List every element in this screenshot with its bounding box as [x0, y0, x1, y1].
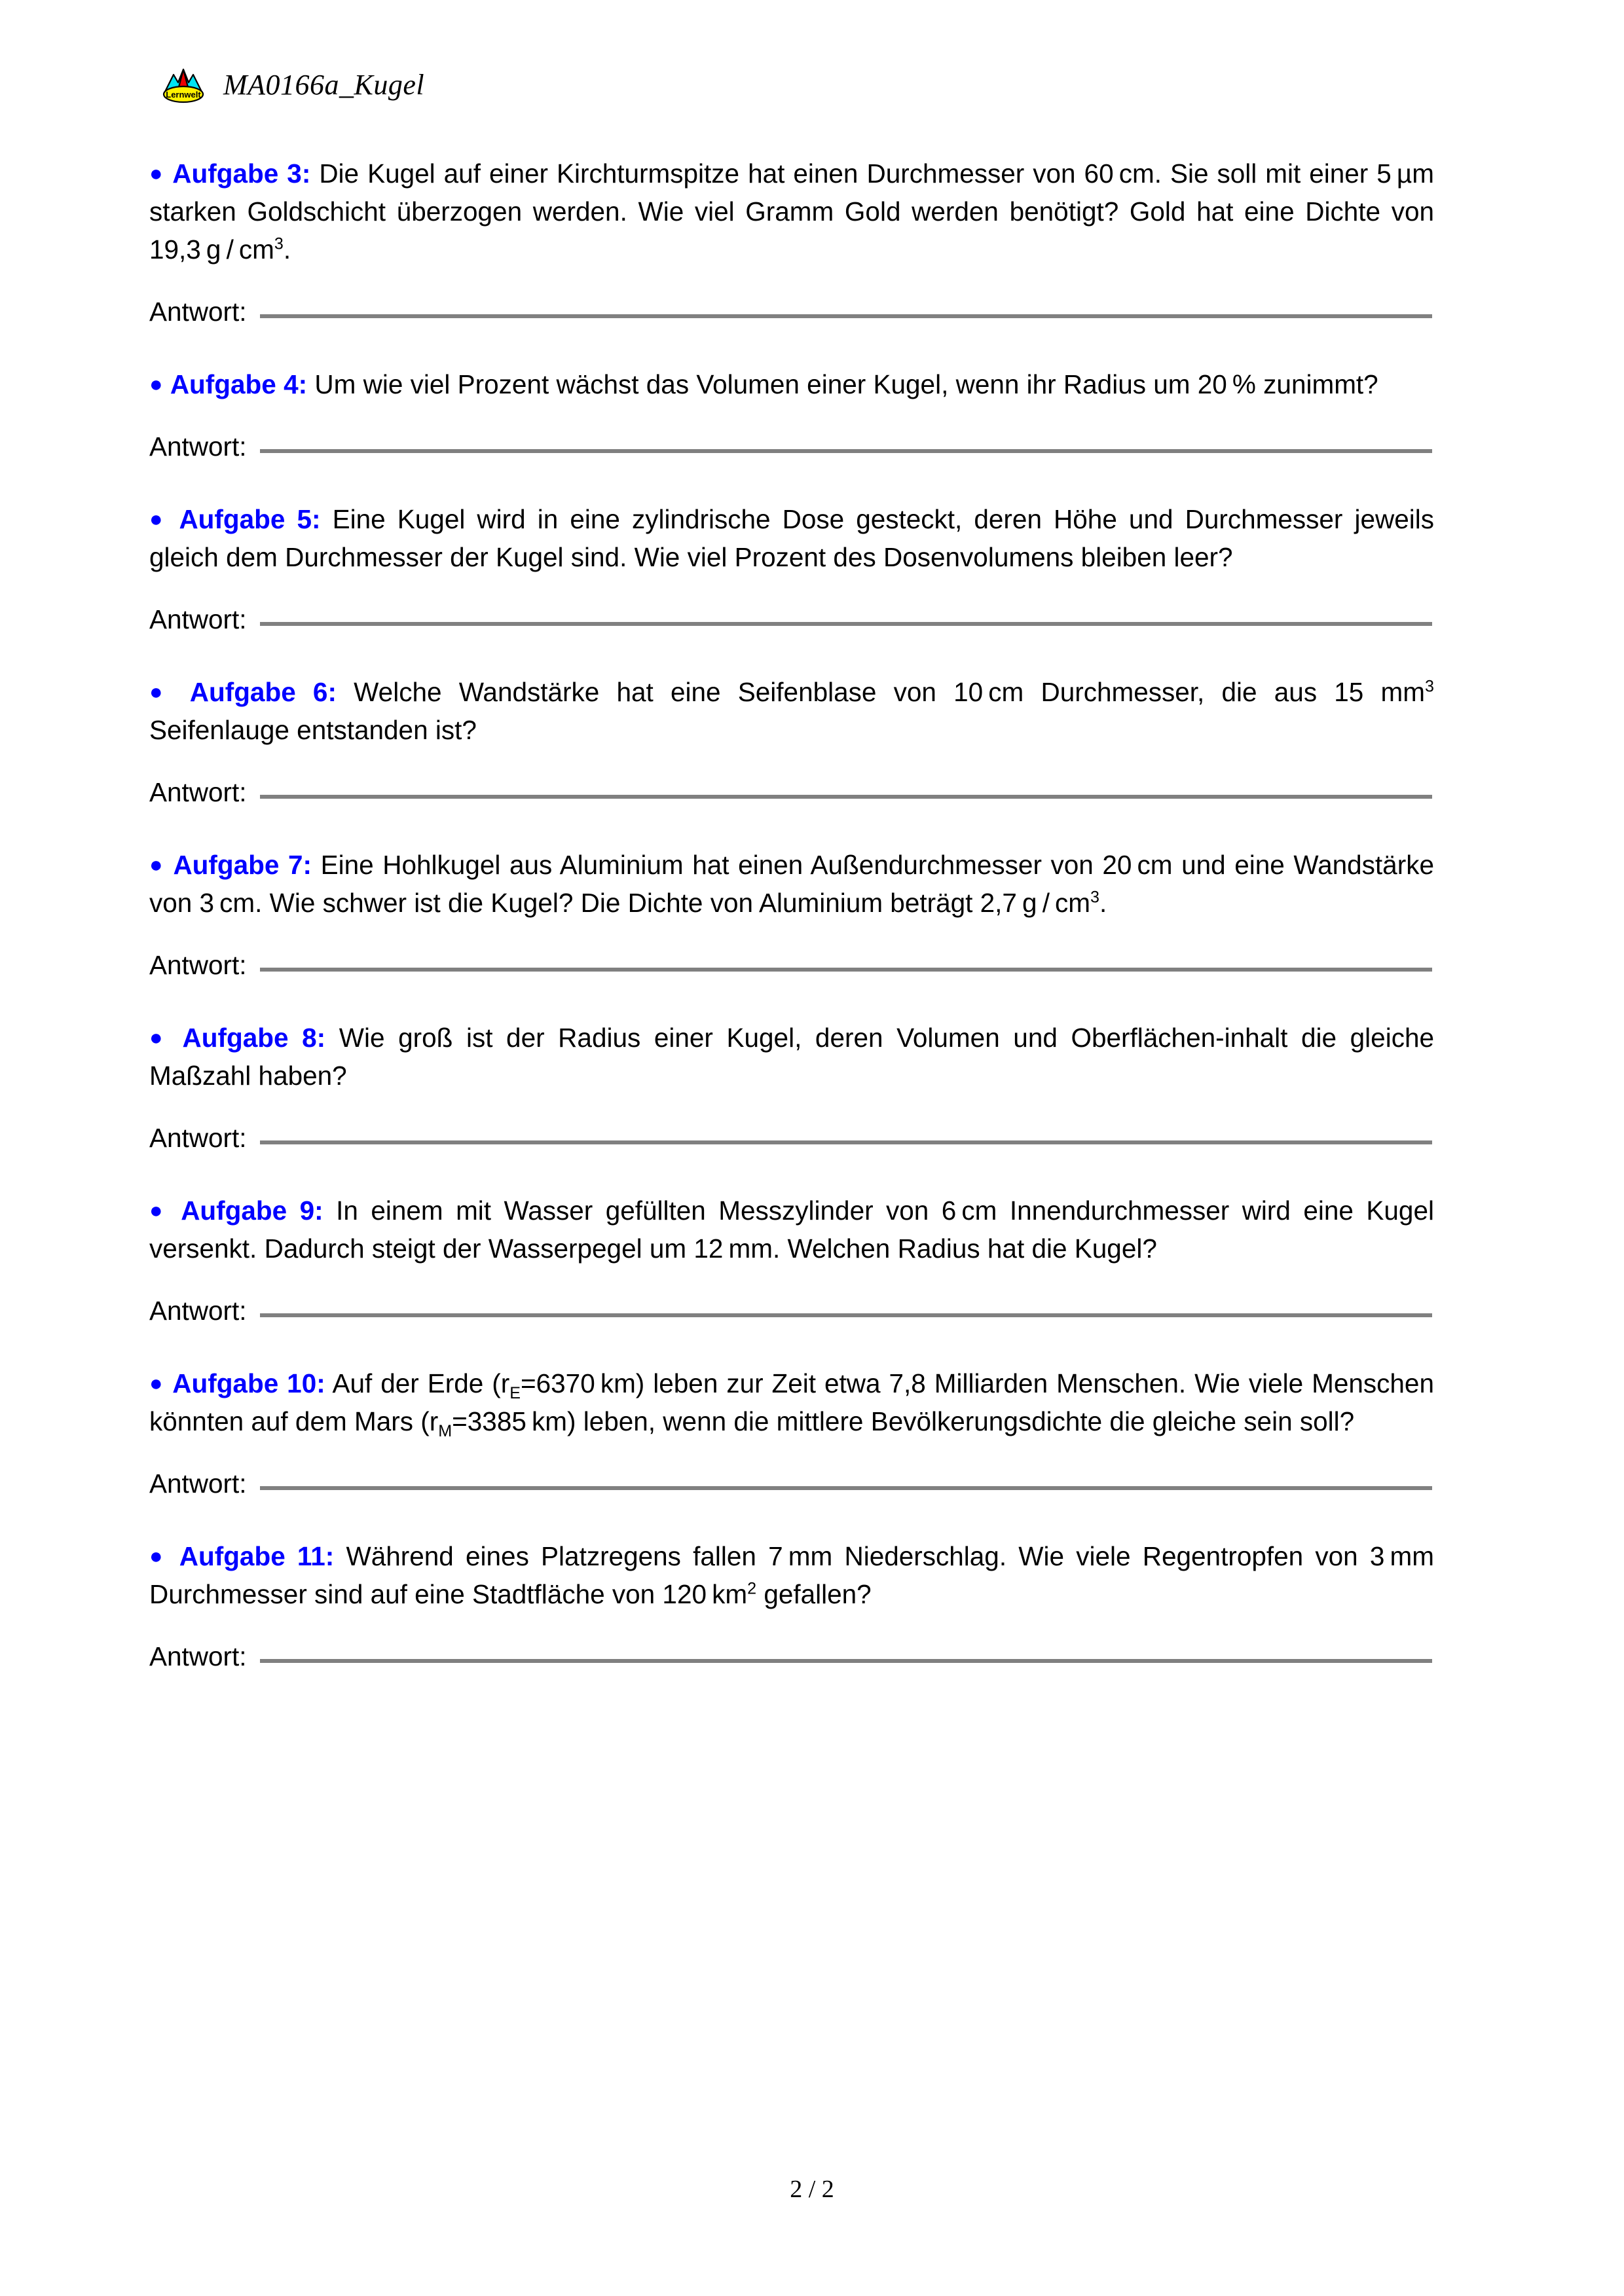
task-body: Welche Wandstärke hat eine Seifenblase von 10 cm Durchmesser, die aus 15 $mm^3$ Seifenlauge entstanden ist? — [149, 677, 1434, 745]
task-label: Aufgabe 4 — [170, 369, 299, 399]
task-label-colon: : — [298, 369, 308, 399]
document-title: MA0166a_Kugel — [223, 68, 425, 101]
task-text — [149, 155, 1434, 268]
page-number: 2 / 2 — [790, 2176, 834, 2203]
task-block — [149, 673, 1434, 808]
answer-row — [149, 431, 1434, 462]
task-text — [149, 1192, 1434, 1267]
task-label-colon: : — [316, 1368, 325, 1398]
bullet-icon: ● — [149, 507, 168, 532]
task-label-colon: : — [314, 1195, 323, 1226]
answer-input-line[interactable] — [260, 314, 1432, 318]
task-label: Aufgabe 6 — [189, 677, 328, 707]
task-label-colon: : — [325, 1541, 335, 1571]
answer-label: Antwort: — [149, 604, 247, 634]
page-header — [160, 65, 424, 103]
bullet-icon: ● — [149, 680, 173, 704]
task-list — [149, 155, 1434, 1710]
task-label-colon: : — [327, 677, 337, 707]
bullet-icon: ● — [149, 161, 164, 186]
answer-row — [149, 296, 1434, 327]
task-body: In einem mit Wasser gefüllten Messzylinder von 6 cm Innendurchmesser wird eine Kugel versenkt. Dadurch steigt der Wasserpegel um 12 mm. Welchen Radius hat die Kugel? — [149, 1195, 1434, 1264]
task-text — [149, 846, 1434, 922]
answer-row — [149, 949, 1434, 981]
task-text — [149, 365, 1434, 403]
lernwelt-logo-text: Lernwelt — [166, 90, 201, 100]
task-label: Aufgabe 10 — [172, 1368, 317, 1398]
answer-label: Antwort: — [149, 431, 247, 462]
task-label-colon: : — [316, 1023, 326, 1053]
answer-input-line[interactable] — [260, 1140, 1432, 1144]
task-block — [149, 500, 1434, 635]
bullet-icon: ● — [149, 372, 163, 397]
answer-label: Antwort: — [149, 950, 247, 980]
task-text — [149, 1019, 1434, 1095]
answer-row — [149, 1295, 1434, 1326]
bullet-icon: ● — [149, 1025, 169, 1050]
answer-row — [149, 1641, 1434, 1672]
task-text — [149, 1537, 1434, 1613]
task-body: Um wie viel Prozent wächst das Volumen einer Kugel, wenn ihr Radius um 20 % zunimmt? — [314, 369, 1378, 399]
answer-row — [149, 604, 1434, 635]
bullet-icon: ● — [149, 1544, 168, 1569]
answer-input-line[interactable] — [260, 1659, 1432, 1663]
page-footer — [0, 2175, 1624, 2204]
lernwelt-logo-icon — [160, 65, 206, 103]
answer-label: Antwort: — [149, 1296, 247, 1326]
task-body: Eine Kugel wird in eine zylindrische Dose gesteckt, deren Höhe und Durchmesser jeweils gleich dem Durchmesser der Kugel sind. Wie viel Prozent des Dosenvolumens bleiben leer? — [149, 504, 1434, 572]
answer-label: Antwort: — [149, 1123, 247, 1153]
answer-input-line[interactable] — [260, 622, 1432, 626]
task-label: Aufgabe 7 — [173, 850, 303, 880]
task-body: Wie groß ist der Radius einer Kugel, deren Volumen und Oberflächen-inhalt die gleiche Maßzahl haben? — [149, 1023, 1434, 1091]
bullet-icon: ● — [149, 1198, 168, 1223]
answer-label: Antwort: — [149, 777, 247, 807]
task-block — [149, 1364, 1434, 1499]
task-block — [149, 1019, 1434, 1154]
task-text — [149, 673, 1434, 749]
task-label: Aufgabe 5 — [179, 504, 312, 534]
task-block — [149, 365, 1434, 462]
task-label: Aufgabe 11 — [179, 1541, 325, 1571]
answer-input-line[interactable] — [260, 1486, 1432, 1490]
answer-input-line[interactable] — [260, 1313, 1432, 1317]
task-label: Aufgabe 9 — [181, 1195, 315, 1226]
task-body: Eine Hohlkugel aus Aluminium hat einen Außendurchmesser von 20 cm und eine Wandstärke von 3 cm. Wie schwer ist die Kugel? Die Dichte von Aluminium beträgt 2,7 g / $cm^3$. — [149, 850, 1434, 918]
task-block — [149, 1537, 1434, 1672]
task-label-colon: : — [301, 158, 311, 189]
answer-row — [149, 776, 1434, 808]
task-block — [149, 155, 1434, 327]
task-label: Aufgabe 3 — [172, 158, 302, 189]
answer-input-line[interactable] — [260, 795, 1432, 799]
task-text — [149, 500, 1434, 576]
answer-input-line[interactable] — [260, 449, 1432, 453]
task-label-colon: : — [303, 850, 312, 880]
answer-input-line[interactable] — [260, 968, 1432, 972]
task-block — [149, 1192, 1434, 1326]
answer-label: Antwort: — [149, 1468, 247, 1499]
task-body: Auf der Erde ($r_E=6370$ km) leben zur Zeit etwa 7,8 Milliarden Menschen. Wie viele Menschen könnten auf dem Mars ($r_M=3385$ km) leben, wenn die mittlere Bevölkerungsdichte die gleiche sein soll? — [149, 1368, 1434, 1441]
bullet-icon: ● — [149, 1371, 164, 1396]
task-text — [149, 1364, 1434, 1440]
task-body: Während eines Platzregens fallen 7 mm Niederschlag. Wie viele Regentropfen von 3 mm Durchmesser sind auf eine Stadtfläche von 120 $km^2$ gefallen? — [149, 1541, 1434, 1609]
answer-row — [149, 1122, 1434, 1154]
answer-label: Antwort: — [149, 1641, 247, 1671]
answer-row — [149, 1468, 1434, 1499]
task-body: Die Kugel auf einer Kirchturmspitze hat einen Durchmesser von 60 cm. Sie soll mit einer 5 µm starken Goldschicht überzogen werden. Wie viel Gramm Gold werden benötigt? Gold hat eine Dichte von 19,3 g / $cm^3$. — [149, 158, 1434, 264]
bullet-icon: ● — [149, 852, 164, 877]
task-label-colon: : — [312, 504, 321, 534]
answer-label: Antwort: — [149, 297, 247, 327]
task-label: Aufgabe 8 — [182, 1023, 317, 1053]
task-block — [149, 846, 1434, 981]
